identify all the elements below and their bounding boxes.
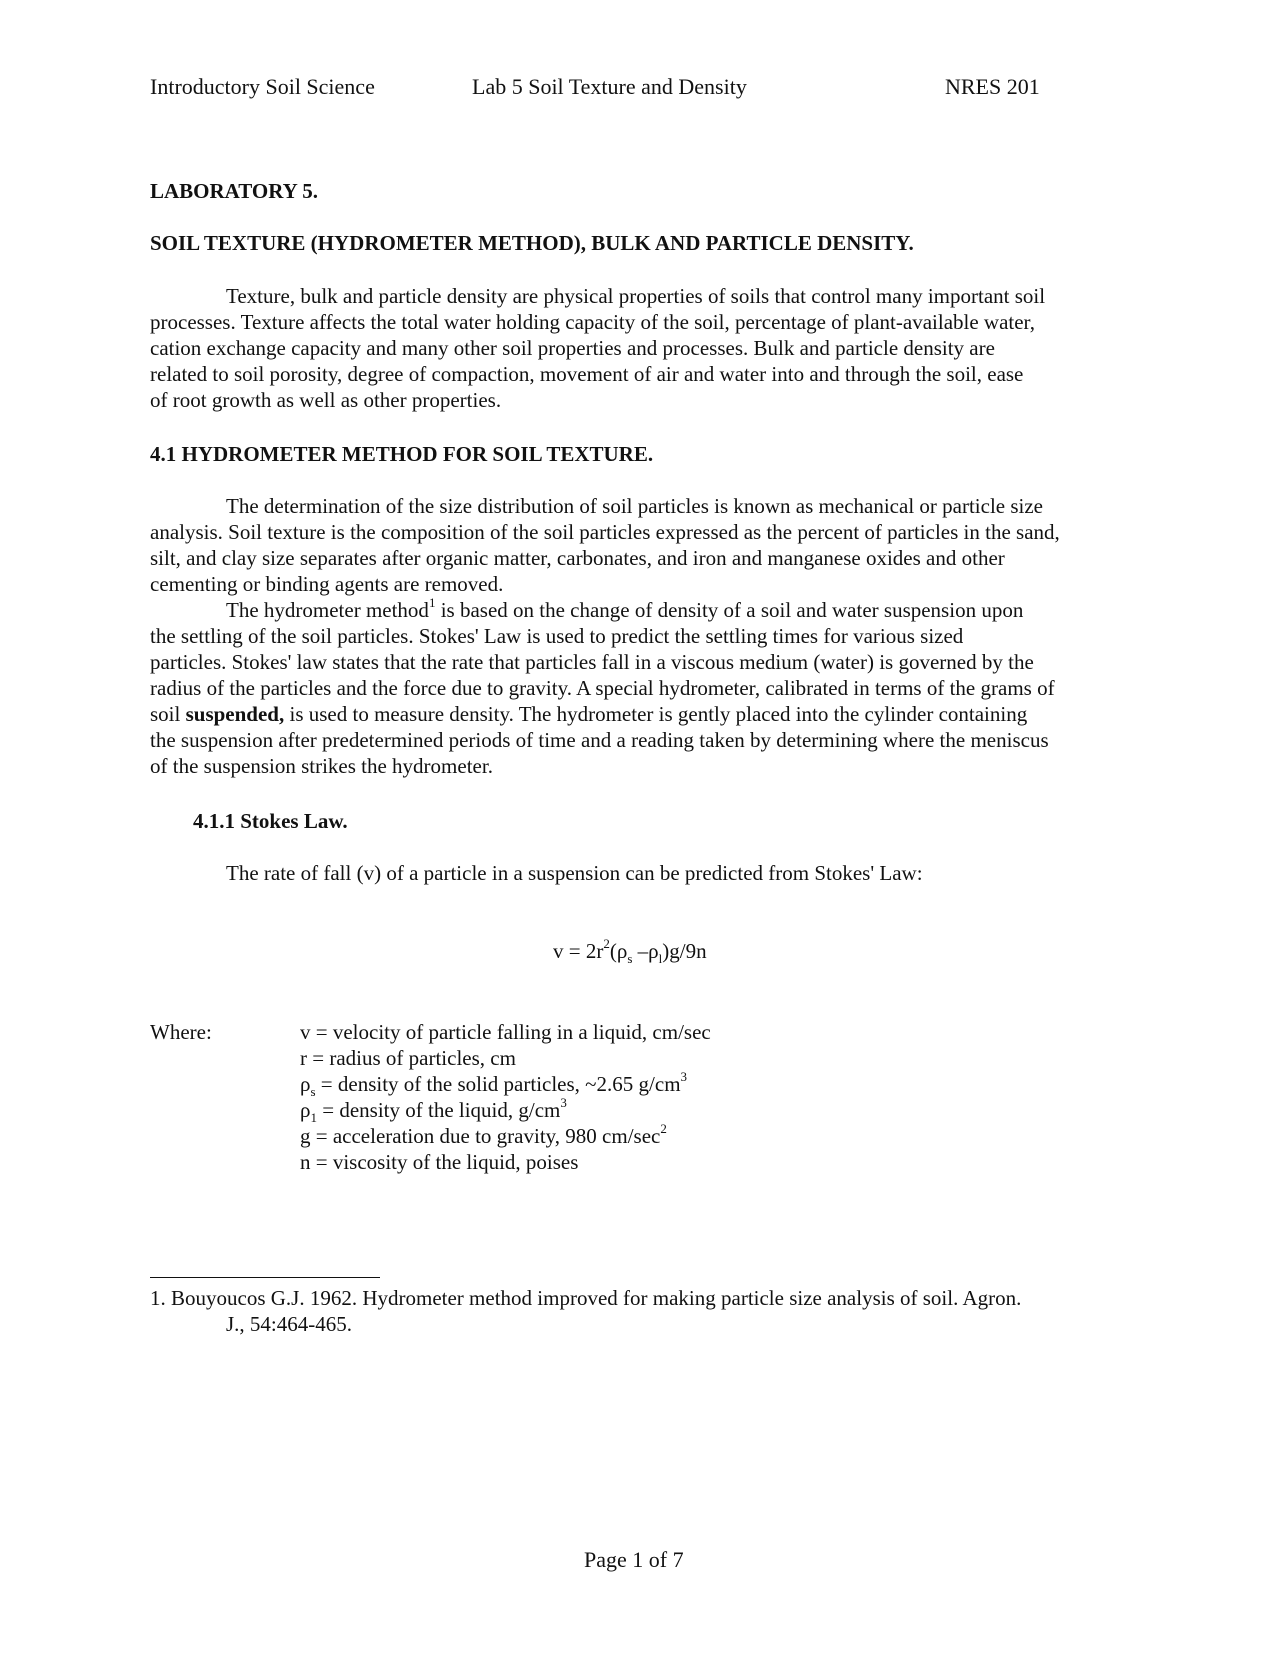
text-line: of root growth as well as other properties. — [150, 388, 502, 412]
def-velocity: v = velocity of particle falling in a liquid, cm/sec — [300, 1020, 711, 1044]
symbol: ρ — [300, 1072, 311, 1096]
text-line: particles. Stokes' law states that the rate that particles fall in a viscous medium (water) is governed by the — [150, 650, 1034, 674]
text-run: g = acceleration due to gravity, 980 cm/sec — [300, 1124, 661, 1148]
superscript: 3 — [560, 1095, 567, 1110]
text-line: the suspension after predetermined periods of time and a reading taken by determining where the meniscus — [150, 728, 1049, 752]
footnote-divider — [150, 1277, 380, 1278]
subscript: s — [310, 1084, 316, 1100]
formula-subscript: l — [658, 951, 663, 967]
text-line — [150, 597, 1130, 623]
text-line: related to soil porosity, degree of compaction, movement of air and water into and through the soil, ease — [150, 362, 1024, 386]
text-run: soil — [150, 702, 186, 726]
text-line: Texture, bulk and particle density are physical properties of soils that control many important soil — [226, 284, 1046, 308]
text-run: = density of the liquid, g/cm — [316, 1098, 561, 1122]
formula-part: )g/9n — [662, 939, 707, 963]
text-run: = density of the solid particles, ~2.65 g/cm — [315, 1072, 681, 1096]
superscript: 2 — [660, 1121, 667, 1136]
intro-paragraph — [150, 283, 1130, 413]
footnote-ref: 1 — [428, 595, 436, 610]
formula-part: (ρ — [609, 939, 628, 963]
text-line: the settling of the soil particles. Stokes' Law is used to predict the settling times for various sized — [150, 624, 964, 648]
formula-part: v = 2r — [553, 939, 604, 963]
text-run: is used to measure density. The hydrometer is gently placed into the cylinder containing — [284, 702, 1028, 726]
footnote-line-1: 1. Bouyoucos G.J. 1962. Hydrometer method improved for making particle size analysis of soil. Agron. — [150, 1286, 1022, 1310]
formula-part: –ρ — [632, 939, 659, 963]
text-line: silt, and clay size separates after organic matter, carbonates, and iron and manganese oxides and other — [150, 546, 1005, 570]
symbol: ρ — [300, 1098, 311, 1122]
section-heading-4-1-1: 4.1.1 Stokes Law. — [193, 809, 348, 833]
text-run: is based on the change of density of a soil and water suspension upon — [435, 598, 1024, 622]
header-lab-title: Lab 5 Soil Texture and Density — [472, 74, 747, 99]
stokes-formula — [553, 936, 707, 967]
header-course: Introductory Soil Science — [150, 74, 375, 99]
def-viscosity: n = viscosity of the liquid, poises — [300, 1150, 579, 1174]
text-line: cation exchange capacity and many other soil properties and processes. Bulk and particle density are — [150, 336, 995, 360]
text-line — [150, 701, 1130, 727]
text-line: The determination of the size distribution of soil particles is known as mechanical or particle size — [226, 494, 1044, 518]
main-title: SOIL TEXTURE (HYDROMETER METHOD), BULK AND PARTICLE DENSITY. — [150, 231, 914, 255]
subscript: 1 — [310, 1110, 317, 1126]
def-radius: r = radius of particles, cm — [300, 1046, 516, 1070]
def-gravity — [300, 1123, 711, 1149]
formula-subscript: s — [627, 951, 633, 967]
bold-term: suspended, — [185, 702, 285, 726]
footnote-line-2: J., 54:464-465. — [226, 1312, 352, 1336]
variable-definitions — [300, 1019, 711, 1175]
lab-title: LABORATORY 5. — [150, 179, 319, 203]
paragraph-particle-size — [150, 493, 1130, 779]
text-line: cementing or binding agents are removed. — [150, 572, 504, 596]
formula-exponent: 2 — [603, 936, 610, 951]
stokes-intro: The rate of fall (v) of a particle in a suspension can be predicted from Stokes' Law: — [226, 861, 923, 885]
section-heading-4-1: 4.1 HYDROMETER METHOD FOR SOIL TEXTURE. — [150, 442, 654, 466]
page-number: Page 1 of 7 — [584, 1547, 684, 1572]
text-line: analysis. Soil texture is the composition of the soil particles expressed as the percent of particles in the sand, — [150, 520, 1060, 544]
text-run: The hydrometer method — [226, 598, 429, 622]
header-course-code: NRES 201 — [945, 74, 1040, 99]
def-solid-density — [300, 1069, 711, 1100]
text-line: processes. Texture affects the total water holding capacity of the soil, percentage of plant-available water, — [150, 310, 1035, 334]
text-line: radius of the particles and the force due to gravity. A special hydrometer, calibrated in terms of the grams of — [150, 676, 1055, 700]
where-label: Where: — [150, 1020, 212, 1044]
text-line: of the suspension strikes the hydrometer. — [150, 754, 493, 778]
superscript: 3 — [680, 1069, 688, 1084]
def-liquid-density — [300, 1095, 711, 1126]
